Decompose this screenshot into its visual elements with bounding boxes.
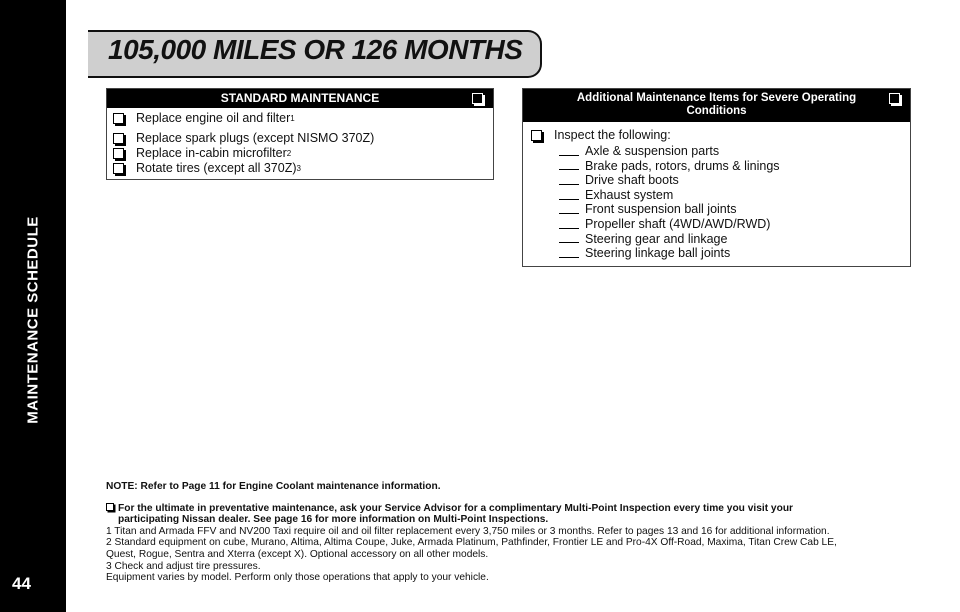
checkbox-icon[interactable]: [531, 130, 542, 141]
footnote-2-line2: Quest, Rogue, Sentra and Xterra (except X). Optional accessory on all other models.: [106, 548, 489, 560]
list-item: Replace in-cabin microfilter 2: [113, 146, 493, 161]
check-line-icon[interactable]: [559, 213, 579, 214]
list-item: [531, 188, 910, 203]
severe-title-line1: Additional Maintenance Items for Severe Operating: [576, 92, 857, 104]
checkbox-icon[interactable]: [113, 113, 124, 124]
severe-conditions-box: [522, 88, 911, 267]
footnote-2-line1: 2 Standard equipment on cube, Murano, Altima, Altima Coupe, Juke, Armada Platinum, Pathfinder, Frontier LE and Pro-4X Off-Road, Maxima, Titan Crew Cab LE,: [106, 537, 837, 549]
footnote-3: 3 Check and adjust tire pressures.: [106, 560, 261, 572]
multipoint-tip: [106, 503, 906, 515]
sidebar: [0, 0, 66, 612]
list-item: [531, 173, 910, 188]
tip-line2: participating Nissan dealer. See page 16 for more information on Multi-Point Inspections.: [118, 514, 549, 526]
inspect-item: [531, 128, 910, 143]
check-line-icon[interactable]: [559, 257, 579, 258]
header-checkbox-icon[interactable]: [472, 93, 483, 104]
item-text: Replace spark plugs (except NISMO 370Z): [136, 131, 375, 145]
notes-section: [106, 481, 906, 584]
header-checkbox-icon[interactable]: [889, 93, 900, 104]
coolant-note: NOTE: Refer to Page 11 for Engine Coolant maintenance information.: [106, 481, 441, 492]
checkbox-icon[interactable]: [113, 133, 124, 144]
list-item: [531, 202, 910, 217]
item-text: Propeller shaft (4WD/AWD/RWD): [585, 216, 771, 231]
list-item: [113, 131, 493, 146]
check-line-icon[interactable]: [559, 199, 579, 200]
standard-maintenance-title: STANDARD MAINTENANCE: [220, 91, 380, 105]
list-item: [531, 232, 910, 247]
checkbox-icon[interactable]: [106, 503, 114, 511]
item-text: Rotate tires (except all 370Z): [136, 161, 297, 175]
item-text: Brake pads, rotors, drums & linings: [585, 158, 780, 173]
severe-conditions-header: [523, 89, 910, 122]
list-item: [531, 217, 910, 232]
page-number: 44: [12, 574, 31, 593]
page-title: 105,000 MILES OR 126 MONTHS: [108, 34, 523, 65]
check-line-icon[interactable]: [559, 169, 579, 170]
item-text: Replace engine oil and filter: [136, 111, 291, 125]
item-text: Axle & suspension parts: [585, 144, 720, 158]
item-text: Steering gear and linkage: [585, 231, 728, 246]
checkbox-icon[interactable]: [113, 148, 124, 159]
sidebar-label: MAINTENANCE SCHEDULE: [24, 216, 42, 424]
item-text: Steering linkage ball joints: [585, 246, 731, 261]
inspect-label: Inspect the following:: [554, 128, 671, 142]
standard-items: [107, 108, 493, 176]
check-line-icon[interactable]: [559, 184, 579, 185]
equipment-note: Equipment varies by model. Perform only those operations that apply to your vehicle.: [106, 572, 489, 584]
item-text: Exhaust system: [585, 187, 674, 202]
list-item: [531, 246, 910, 261]
check-line-icon[interactable]: [559, 242, 579, 243]
list-item: Rotate tires (except all 370Z) 3: [113, 161, 493, 176]
check-line-icon[interactable]: [559, 155, 579, 156]
footnote-1: 1 Titan and Armada FFV and NV200 Taxi require oil and oil filter replacement every 3,750 miles or 3 months. Refer to pages 13 and 16 for additional information.: [106, 525, 830, 537]
severe-items: [523, 122, 910, 261]
checkbox-icon[interactable]: [113, 163, 124, 174]
standard-maintenance-header: [107, 89, 493, 108]
list-item: Replace engine oil and filter 1: [113, 111, 493, 126]
item-text: Front suspension ball joints: [585, 202, 737, 217]
list-item: [531, 159, 910, 174]
severe-title-line2: Conditions: [686, 105, 747, 117]
item-text: Replace in-cabin microfilter: [136, 146, 287, 160]
standard-maintenance-box: [106, 88, 494, 180]
check-line-icon[interactable]: [559, 228, 579, 229]
tip-line1: For the ultimate in preventative maintenance, ask your Service Advisor for a complimentary Multi-Point Inspection every time you visit your: [118, 502, 794, 514]
item-text: Drive shaft boots: [585, 173, 679, 188]
list-item: [531, 144, 910, 159]
